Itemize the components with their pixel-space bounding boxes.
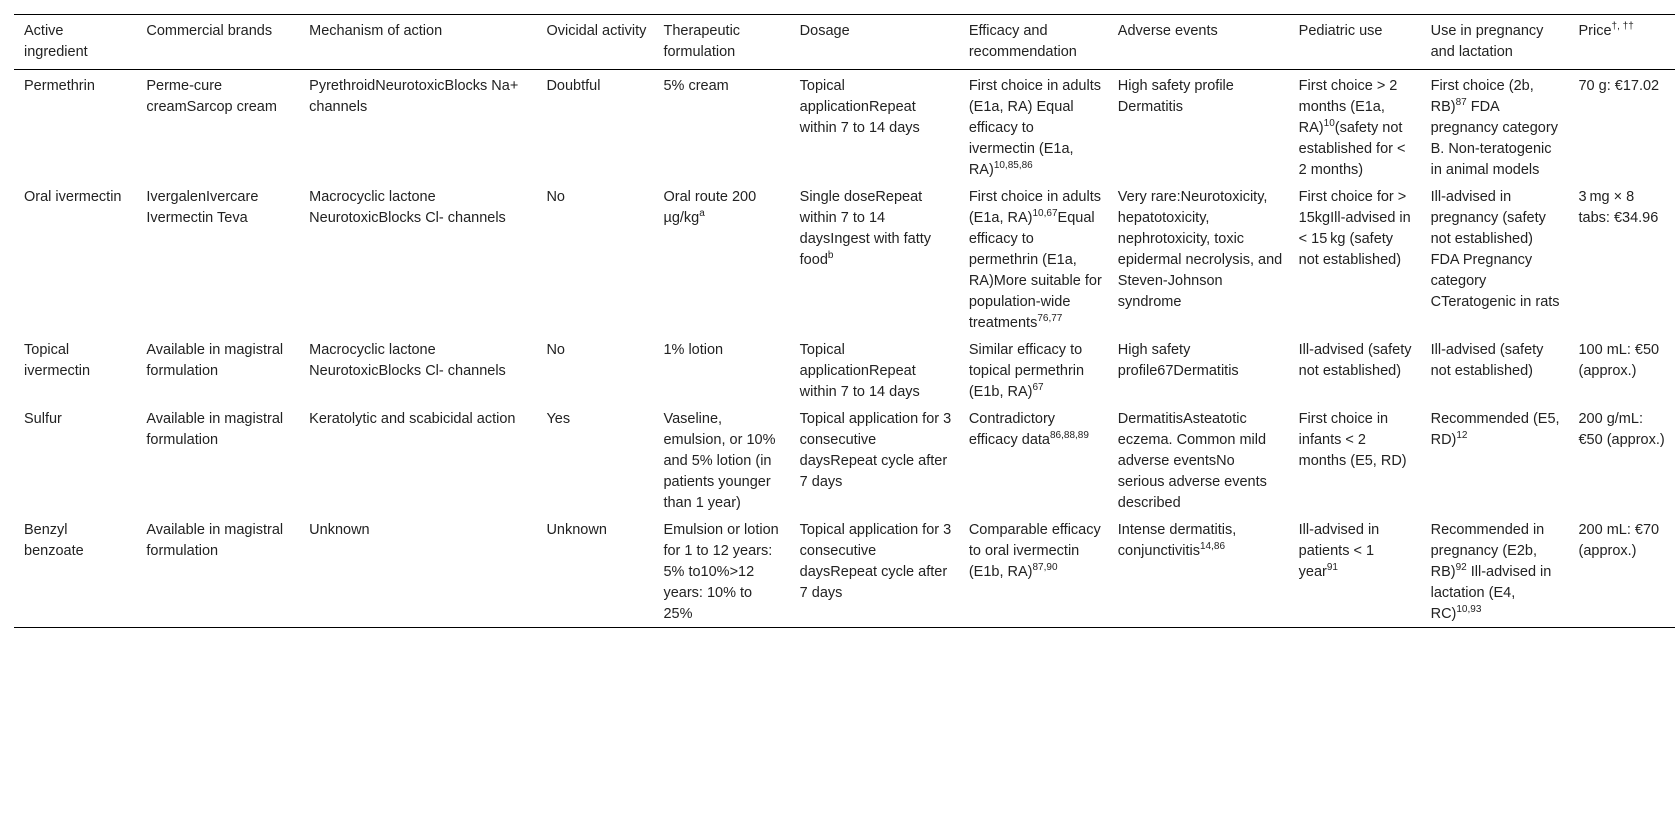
- pregnancy-text: Recommended (E5, RD): [1430, 411, 1560, 448]
- reference-sup: 14,86: [1199, 541, 1226, 553]
- cell-dosage: Topical application for 3 consecutive daysRepeat cycle after 7 days: [799, 411, 952, 490]
- cell-price: 100 mL: €50 (approx.): [1578, 342, 1660, 379]
- cell-pediatric: Ill-advised (safety not established): [1298, 342, 1412, 379]
- reference-sup: 10,85,86: [993, 160, 1033, 172]
- reference-sup: 92: [1455, 562, 1467, 574]
- cell-ingredient: Topical ivermectin: [24, 342, 91, 379]
- reference-sup: 91: [1326, 562, 1338, 574]
- cell-price: 70 g: €17.02: [1578, 78, 1660, 94]
- table-row-permethrin: [14, 70, 1675, 182]
- efficacy-text: Similar efficacy to topical permethrin (E1b, RA): [968, 342, 1085, 400]
- header-ovicidal: Ovicidal activity: [546, 23, 647, 39]
- cell-mechanism: Macrocyclic lactone NeurotoxicBlocks Cl- channels: [309, 342, 506, 379]
- cell-pregnancy: [1421, 403, 1569, 514]
- header-mechanism: Mechanism of action: [309, 23, 443, 39]
- reference-sup: 87: [1455, 97, 1467, 109]
- cell-price: 200 g/mL: €50 (approx.): [1578, 411, 1665, 448]
- cell-ovicidal: Doubtful: [546, 78, 601, 94]
- cell-formulation: Emulsion or lotion for 1 to 12 years: 5% to10%>12 years: 10% to 25%: [663, 522, 779, 622]
- cell-efficacy: [959, 334, 1108, 403]
- pediatric-text: First choice > 2 months (E1a, RA): [1298, 78, 1398, 136]
- cell-ingredient: Permethrin: [24, 78, 95, 94]
- cell-adverse: DermatitisAsteatotic eczema. Common mild adverse eventsNo serious adverse events described: [1117, 411, 1267, 511]
- reference-sup: 87,90: [1032, 562, 1058, 574]
- cell-formulation: 5% cream: [663, 78, 729, 94]
- table-row-sulfur: [14, 403, 1675, 514]
- header-row: [14, 15, 1675, 70]
- cell-ovicidal: No: [546, 189, 565, 205]
- cell-brands: Perme-cure creamSarcop cream: [146, 78, 277, 115]
- reference-sup: 67: [1032, 382, 1044, 394]
- header-dosage: Dosage: [799, 23, 850, 39]
- treatment-table-container: [14, 14, 1675, 628]
- cell-brands: Available in magistral formulation: [146, 522, 284, 559]
- cell-adverse: Very rare:Neurotoxicity, hepatotoxicity, nephrotoxicity, toxic epidermal necrolysis, and Steven-Johnson syndrome: [1117, 189, 1283, 310]
- cell-pediatric: First choice in infants < 2 months (E5, RD): [1298, 411, 1407, 469]
- efficacy-text: Comparable efficacy to oral ivermectin (E1b, RA): [968, 522, 1101, 580]
- adverse-text: Intense dermatitis, conjunctivitis: [1117, 522, 1237, 559]
- cell-ingredient: Benzyl benzoate: [24, 522, 84, 559]
- cell-brands: Available in magistral formulation: [146, 342, 284, 379]
- cell-formulation: 1% lotion: [663, 342, 724, 358]
- cell-mechanism: Keratolytic and scabicidal action: [309, 411, 516, 427]
- cell-ovicidal: No: [546, 342, 565, 358]
- reference-sup: 86,88,89: [1049, 430, 1089, 442]
- cell-efficacy: [959, 514, 1108, 628]
- reference-sup: 10,93: [1456, 604, 1482, 616]
- pregnancy-text: First choice (2b, RB): [1430, 78, 1534, 115]
- cell-efficacy: [959, 70, 1108, 182]
- formulation-text: Oral route 200 µg/kg: [663, 189, 760, 226]
- header-pregnancy: Use in pregnancy and lactation: [1430, 23, 1544, 60]
- header-efficacy: Efficacy and recommendation: [968, 23, 1077, 60]
- efficacy-text-cont: Equal efficacy to permethrin (E1a, RA)More suitable for population-wide treatments: [968, 210, 1102, 331]
- efficacy-text: First choice in adults (E1a, RA): [968, 189, 1101, 226]
- cell-brands: Available in magistral formulation: [146, 411, 284, 448]
- cell-dosage: Topical applicationRepeat within 7 to 14 days: [799, 78, 920, 136]
- cell-pregnancy: [1421, 514, 1569, 628]
- pregnancy-text-cont: Ill-advised in lactation (E4, RC): [1430, 564, 1552, 622]
- cell-dosage: [790, 181, 959, 334]
- header-formulation: Therapeutic formulation: [663, 23, 741, 60]
- table-row-topical-ivermectin: [14, 334, 1675, 403]
- efficacy-text: First choice in adults (E1a, RA) Equal efficacy to ivermectin (E1a, RA): [968, 78, 1101, 178]
- cell-pediatric: [1289, 514, 1421, 628]
- cell-pediatric: [1289, 70, 1421, 182]
- dosage-text: Single doseRepeat within 7 to 14 daysIngest with fatty food: [799, 189, 932, 268]
- cell-price: 200 mL: €70 (approx.): [1578, 522, 1660, 559]
- cell-pregnancy: Ill-advised in pregnancy (safety not established) FDA Pregnancy category CTeratogenic in rats: [1430, 189, 1560, 310]
- header-price: [1568, 15, 1675, 70]
- scabies-treatment-table: [14, 14, 1675, 628]
- header-pediatric: Pediatric use: [1298, 23, 1383, 39]
- cell-brands: IvergalenIvercare Ivermectin Teva: [146, 189, 259, 226]
- cell-pregnancy: [1421, 70, 1569, 182]
- cell-ingredient: Sulfur: [24, 411, 62, 427]
- cell-formulation: [653, 181, 789, 334]
- cell-formulation: Vaseline, emulsion, or 10% and 5% lotion (in patients younger than 1 year): [663, 411, 776, 511]
- header-adverse: Adverse events: [1117, 23, 1218, 39]
- table-row-benzyl-benzoate: [14, 514, 1675, 628]
- footnote-sup: b: [827, 250, 834, 262]
- table-row-oral-ivermectin: [14, 181, 1675, 334]
- cell-price: 3 mg × 8 tabs: €34.96: [1578, 189, 1659, 226]
- reference-sup: 76,77: [1037, 313, 1063, 325]
- cell-adverse: [1108, 514, 1289, 628]
- cell-dosage: Topical application for 3 consecutive daysRepeat cycle after 7 days: [799, 522, 952, 601]
- cell-mechanism: Unknown: [309, 522, 370, 538]
- cell-ovicidal: Yes: [546, 411, 571, 427]
- pregnancy-text: Recommended in pregnancy (E2b, RB): [1430, 522, 1545, 580]
- header-price-label: Price: [1578, 23, 1612, 39]
- cell-efficacy: [959, 403, 1108, 514]
- pediatric-text-cont: (safety not established for < 2 months): [1298, 120, 1406, 178]
- pregnancy-text-cont: FDA pregnancy category B. Non-teratogenic in animal models: [1430, 99, 1558, 178]
- cell-mechanism: PyrethroidNeurotoxicBlocks Na+ channels: [309, 78, 519, 115]
- reference-sup: 10: [1323, 118, 1335, 130]
- cell-dosage: Topical applicationRepeat within 7 to 14 days: [799, 342, 920, 400]
- efficacy-text: Contradictory efficacy data: [968, 411, 1056, 448]
- cell-ingredient: Oral ivermectin: [24, 189, 122, 205]
- cell-mechanism: Macrocyclic lactone NeurotoxicBlocks Cl- channels: [309, 189, 506, 226]
- cell-adverse: High safety profile67Dermatitis: [1117, 342, 1239, 379]
- cell-efficacy: [959, 181, 1108, 334]
- reference-sup: 12: [1456, 430, 1468, 442]
- cell-pregnancy: Ill-advised (safety not established): [1430, 342, 1544, 379]
- header-ingredient: Active ingredient: [24, 23, 88, 60]
- header-price-footnote: †, ††: [1611, 21, 1634, 33]
- reference-sup: 10,67: [1032, 208, 1058, 220]
- header-brands: Commercial brands: [146, 23, 273, 39]
- pediatric-text: Ill-advised in patients < 1 year: [1298, 522, 1380, 580]
- cell-ovicidal: Unknown: [546, 522, 607, 538]
- cell-pediatric: First choice for > 15kgIll-advised in < 15 kg (safety not established): [1298, 189, 1411, 268]
- footnote-sup: a: [699, 208, 705, 220]
- cell-adverse: High safety profile Dermatitis: [1117, 78, 1234, 115]
